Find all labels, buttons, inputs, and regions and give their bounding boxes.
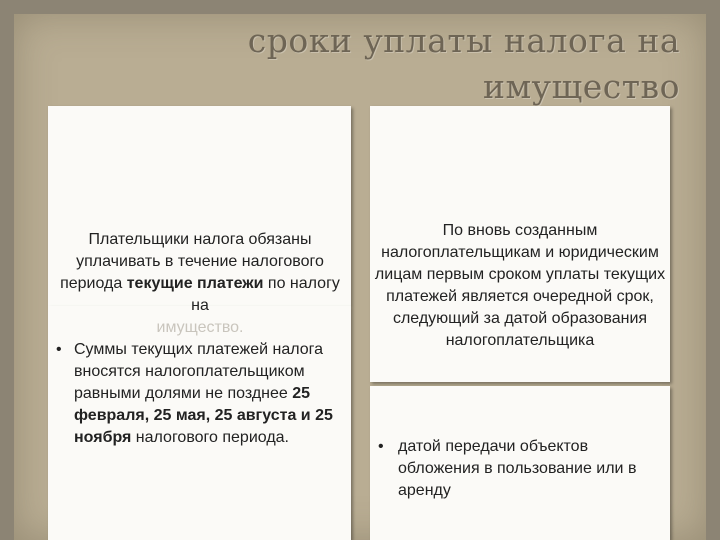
left-intro-part-b: по налогу на: [191, 275, 340, 314]
title-line-2: имущество: [483, 67, 680, 106]
title-line-1: сроки уплаты налога на: [247, 21, 680, 60]
left-intro-bold: текущие платежи: [126, 275, 264, 292]
bullet-icon: •: [56, 341, 62, 358]
right-bullet-text: [378, 436, 664, 502]
right-bullet-body: датой передачи объектов обложения в пользование или в аренду: [398, 438, 637, 499]
right-intro-text: По вновь созданным налогоплательщикам и юридическим лицам первым сроком уплаты текущих платежей является очередной срок, следующий за датой образования налогоплательщика: [374, 222, 666, 349]
left-intro-text: [52, 229, 348, 339]
left-bullet-part-b: налогового периода.: [131, 429, 289, 446]
slide-title: [160, 18, 680, 110]
left-intro-faded: имущество.: [156, 319, 244, 336]
bullet-icon: •: [378, 438, 384, 455]
left-bullet-text: [56, 339, 346, 449]
left-bullet-dates: 25 февраля, 25 мая, 25 августа и 25 ноября: [74, 385, 333, 446]
left-bullet-part-a: Суммы текущих платежей налога вносятся налогоплательщиком равными долями не позднее: [74, 341, 324, 402]
left-intro-part-a: Плательщики налога обязаны уплачивать в течение налогового периода: [60, 231, 324, 292]
